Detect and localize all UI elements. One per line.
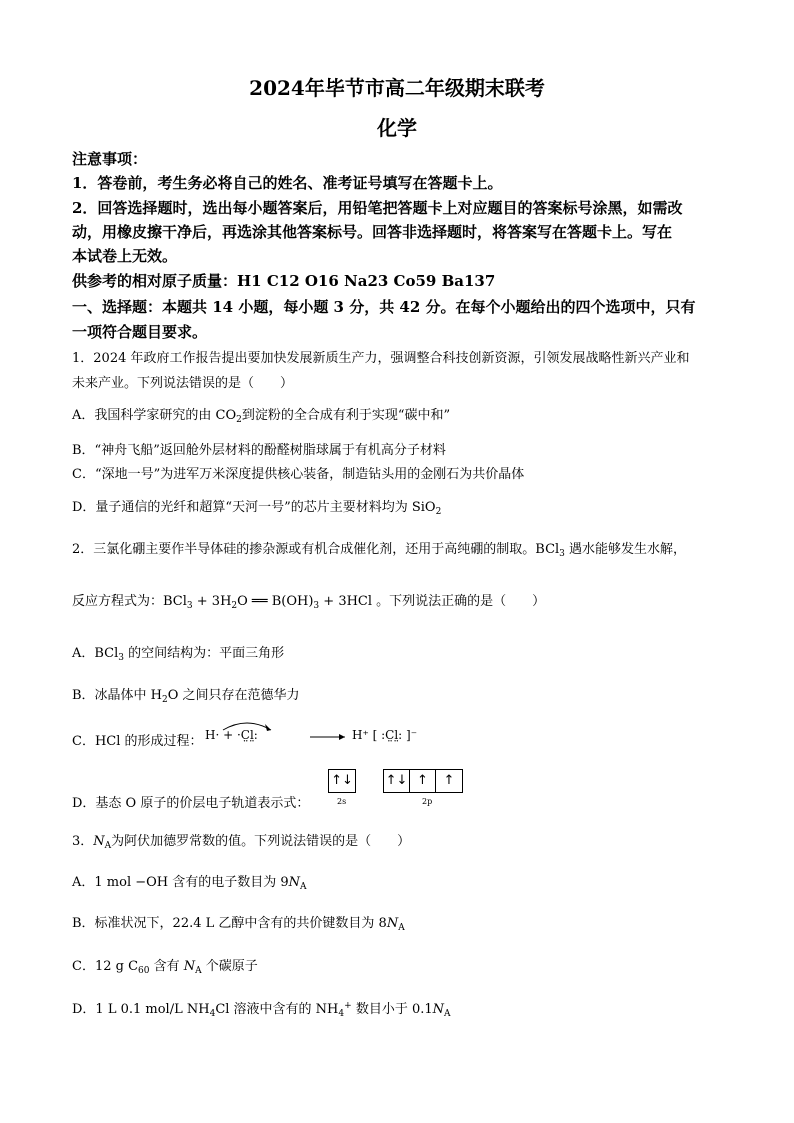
q1-option-b: B．“神舟飞船”返回舱外层材料的酚醛树脂球属于有机高分子材料 <box>72 443 446 458</box>
notice-item-2-line-2: 动，用橡皮擦干净后，再选涂其他答案标号。回答非选择题时，将答案写在答题卡上。写在 <box>72 223 673 241</box>
q3-option-c: C．12 g $C_{60}$ 含有 $N_A$ 个碳原子 <box>72 959 258 976</box>
orbital-2p-cell-2: ↑ <box>410 770 436 792</box>
q1-option-d: D．量子通信的光纤和超算“天河一号”的芯片主要材料均为 SiO$_2$ <box>72 500 442 517</box>
section-heading-line-2: 一项符合题目要求。 <box>72 323 208 341</box>
notice-item-2-line-3: 本试卷上无效。 <box>72 247 178 265</box>
page-title: 2024年毕节市高二年级期末联考 <box>249 76 545 100</box>
notice-heading: 注意事项： <box>72 150 148 168</box>
q2-option-c: C．HCl 的形成过程： <box>72 734 203 749</box>
q1-stem-line-2: 未来产业。下列说法错误的是（ ） <box>72 376 294 391</box>
q1-stem-line-1: 1．2024 年政府工作报告提出要加快发展新质生产力，强调整合科技创新资源，引领发展战略性新兴产业和 <box>72 351 690 366</box>
q1-option-c: C．“深地一号”为进军万米深度提供核心装备，制造钻头用的金刚石为共价晶体 <box>72 467 525 482</box>
subject-title: 化学 <box>377 116 417 140</box>
notice-item-2-line-1: 2．回答选择题时，选出每小题答案后，用铅笔把答题卡上对应题目的答案标号涂黑，如需改 <box>72 199 683 217</box>
orbital-2s-label: 2s <box>337 797 347 806</box>
hcl-formula-left: H· + ·C̤l̤: <box>205 728 258 742</box>
notice-item-1: 1．答卷前，考生务必将自己的姓名、准考证号填写在答题卡上。 <box>72 174 503 192</box>
atomic-mass-line: 供参考的相对原子质量：H1 C12 O16 Na23 Co59 Ba137 <box>72 272 496 290</box>
orbital-2p-cell-1: ↑↓ <box>384 770 410 792</box>
q2-option-d: D．基态 O 原子的价层电子轨道表示式： <box>72 796 310 811</box>
hcl-formula-right: H⁺ [ :C̤l̤: ]⁻ <box>352 728 418 742</box>
q2-equation: 反应方程式为：$BCl_3 + 3H_2O$ ══ $B(OH)_3 + 3HCl$ 。下列说法正确的是（ ） <box>72 594 546 611</box>
orbital-2p-cell-3: ↑ <box>443 773 455 788</box>
q3-stem: 3．$N_A$为阿伏加德罗常数的值。下列说法错误的是（ ） <box>72 834 411 851</box>
q2-option-b: B．冰晶体中 $H_2O$ 之间只存在范德华力 <box>72 688 300 705</box>
q3-option-b: B．标准状况下，22.4 L 乙醇中含有的共价键数目为 $8N_A$ <box>72 916 405 933</box>
q1-option-a: A．我国科学家研究的由 $CO_2$到淀粉的全合成有利于实现“碳中和” <box>72 408 451 425</box>
q3-option-d: D．1 L 0.1 mol/L $NH_4Cl$ 溶液中含有的 $NH_4^+$ 数目小于 $0.1N_A$ <box>72 1001 451 1019</box>
orbital-2s-cell: ↑↓ <box>331 773 353 788</box>
orbital-2p-box <box>383 769 463 793</box>
orbital-2p-label: 2p <box>422 797 433 806</box>
q3-option-a: A．1 mol −OH 含有的电子数目为 $9N_A$ <box>72 875 307 892</box>
q2-option-a: A．BCl$_3$ 的空间结构为：平面三角形 <box>72 646 285 663</box>
q2-stem-line-1: 2．三氯化硼主要作半导体硅的掺杂源或有机合成催化剂，还用于高纯硼的制取。BCl$_3$ 遇水能够发生水解， <box>72 542 687 559</box>
section-heading-line-1: 一、选择题：本题共 14 小题，每小题 3 分，共 42 分。在每个小题给出的四个选项中，只有 <box>72 298 696 316</box>
orbital-2s-box <box>328 769 356 793</box>
